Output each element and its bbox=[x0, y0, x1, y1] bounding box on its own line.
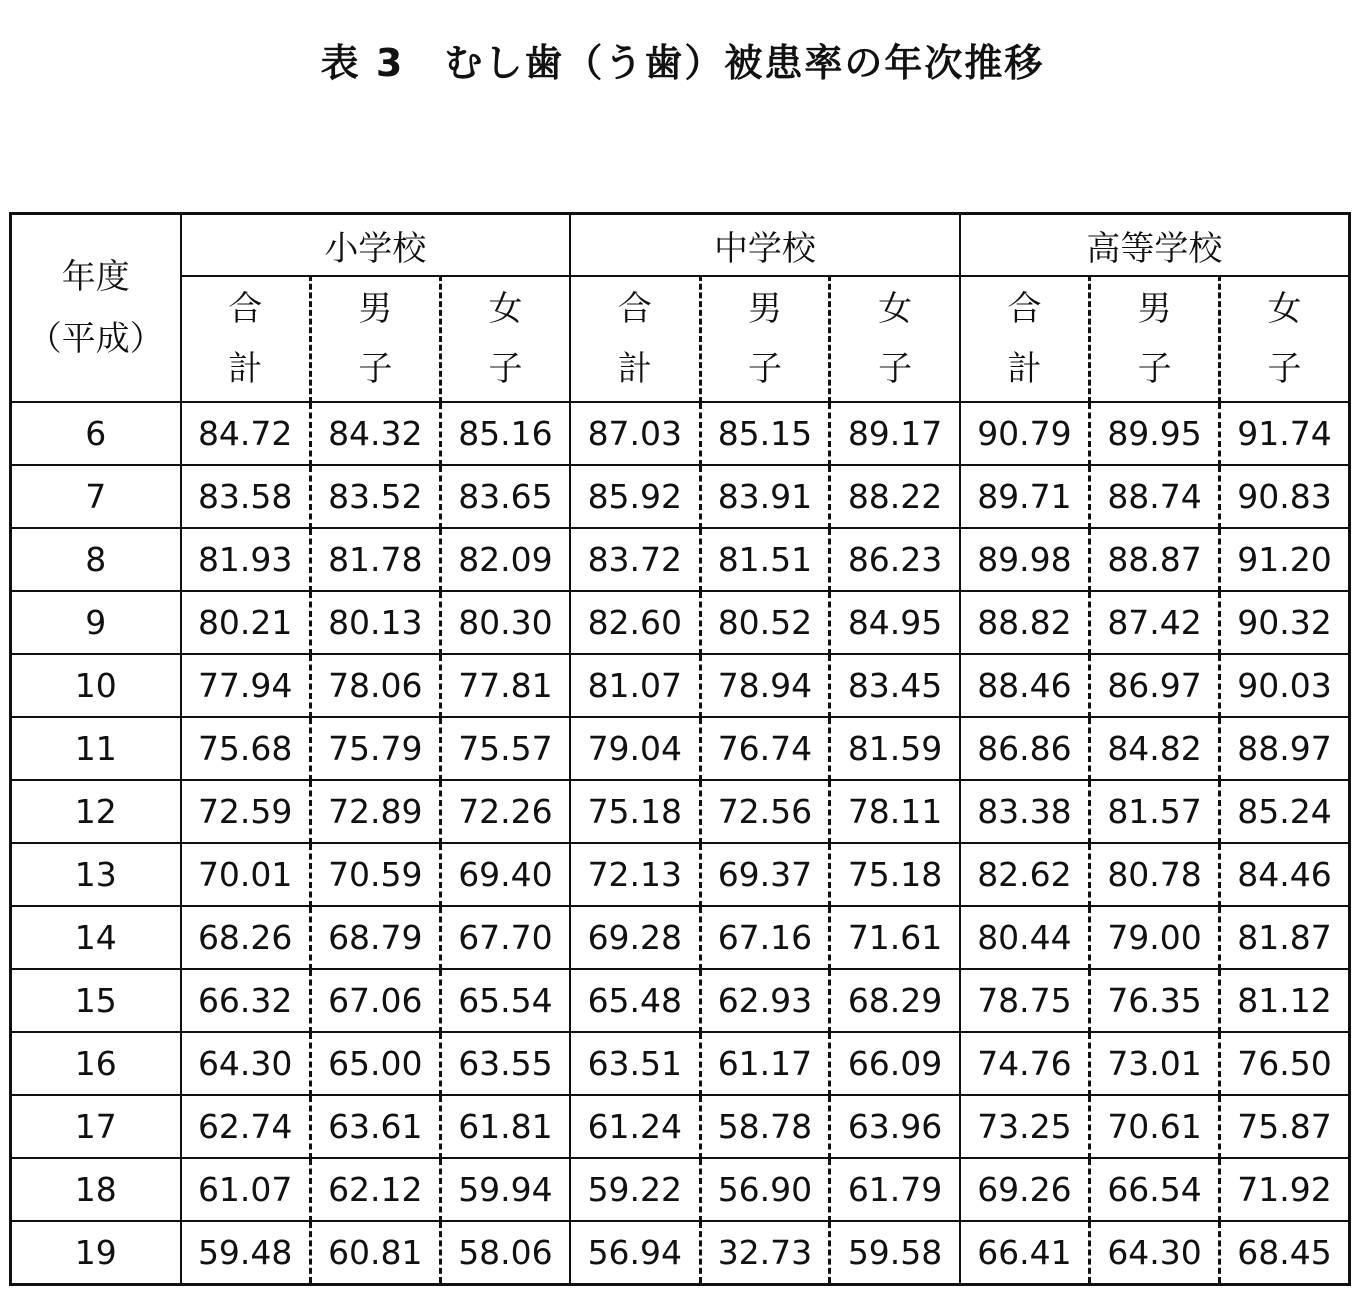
value-cell: 80.13 bbox=[310, 591, 440, 654]
value-cell: 63.51 bbox=[570, 1032, 700, 1095]
value-cell: 71.61 bbox=[830, 906, 960, 969]
value-cell: 82.60 bbox=[570, 591, 700, 654]
table-row bbox=[11, 780, 1350, 843]
value-cell: 83.52 bbox=[310, 465, 440, 528]
value-cell: 80.78 bbox=[1090, 843, 1220, 906]
value-cell: 58.06 bbox=[440, 1221, 570, 1285]
value-cell: 78.06 bbox=[310, 654, 440, 717]
value-cell: 84.32 bbox=[310, 402, 440, 465]
value-cell: 62.12 bbox=[310, 1158, 440, 1221]
value-cell: 62.93 bbox=[700, 969, 830, 1032]
value-cell: 68.26 bbox=[181, 906, 311, 969]
year-cell: 18 bbox=[11, 1158, 181, 1221]
value-cell: 69.40 bbox=[440, 843, 570, 906]
table-row bbox=[11, 717, 1350, 780]
subheader-total-line2: 計 bbox=[1007, 349, 1042, 389]
subheader-male bbox=[1090, 276, 1220, 402]
value-cell: 72.59 bbox=[181, 780, 311, 843]
value-cell: 88.74 bbox=[1090, 465, 1220, 528]
value-cell: 64.30 bbox=[1090, 1221, 1220, 1285]
value-cell: 90.32 bbox=[1220, 591, 1350, 654]
value-cell: 59.22 bbox=[570, 1158, 700, 1221]
subheader-total-line1: 合 bbox=[228, 289, 263, 329]
value-cell: 63.61 bbox=[310, 1095, 440, 1158]
subheader-female bbox=[440, 276, 570, 402]
value-cell: 89.71 bbox=[960, 465, 1090, 528]
subheader-female bbox=[830, 276, 960, 402]
subheader-female-line2: 子 bbox=[878, 349, 913, 389]
subheader-male bbox=[700, 276, 830, 402]
value-cell: 75.18 bbox=[830, 843, 960, 906]
value-cell: 82.62 bbox=[960, 843, 1090, 906]
value-cell: 85.15 bbox=[700, 402, 830, 465]
value-cell: 83.72 bbox=[570, 528, 700, 591]
year-header-line2: （平成） bbox=[27, 319, 164, 359]
value-cell: 65.00 bbox=[310, 1032, 440, 1095]
value-cell: 56.90 bbox=[700, 1158, 830, 1221]
group-header-elementary: 小学校 bbox=[181, 214, 571, 277]
table-row bbox=[11, 906, 1350, 969]
subheader-male-line1: 男 bbox=[747, 289, 782, 329]
value-cell: 80.52 bbox=[700, 591, 830, 654]
value-cell: 76.50 bbox=[1220, 1032, 1350, 1095]
subheader-male-line2: 子 bbox=[358, 349, 393, 389]
value-cell: 88.87 bbox=[1090, 528, 1220, 591]
value-cell: 86.86 bbox=[960, 717, 1090, 780]
value-cell: 60.81 bbox=[310, 1221, 440, 1285]
table-row bbox=[11, 1158, 1350, 1221]
value-cell: 86.23 bbox=[830, 528, 960, 591]
value-cell: 81.93 bbox=[181, 528, 311, 591]
year-cell: 15 bbox=[11, 969, 181, 1032]
value-cell: 85.16 bbox=[440, 402, 570, 465]
value-cell: 84.82 bbox=[1090, 717, 1220, 780]
year-column-header bbox=[11, 214, 181, 403]
value-cell: 76.74 bbox=[700, 717, 830, 780]
table-row bbox=[11, 591, 1350, 654]
value-cell: 79.04 bbox=[570, 717, 700, 780]
subheader-female-line1: 女 bbox=[1267, 289, 1302, 329]
subheader-total bbox=[570, 276, 700, 402]
table-row bbox=[11, 1032, 1350, 1095]
value-cell: 69.37 bbox=[700, 843, 830, 906]
value-cell: 66.41 bbox=[960, 1221, 1090, 1285]
value-cell: 73.01 bbox=[1090, 1032, 1220, 1095]
subheader-total-line2: 計 bbox=[617, 349, 652, 389]
value-cell: 58.78 bbox=[700, 1095, 830, 1158]
value-cell: 81.87 bbox=[1220, 906, 1350, 969]
year-cell: 12 bbox=[11, 780, 181, 843]
value-cell: 62.74 bbox=[181, 1095, 311, 1158]
value-cell: 89.95 bbox=[1090, 402, 1220, 465]
value-cell: 75.87 bbox=[1220, 1095, 1350, 1158]
value-cell: 89.17 bbox=[830, 402, 960, 465]
value-cell: 70.59 bbox=[310, 843, 440, 906]
subheader-male bbox=[310, 276, 440, 402]
value-cell: 66.32 bbox=[181, 969, 311, 1032]
subheader-male-line1: 男 bbox=[358, 289, 393, 329]
value-cell: 90.83 bbox=[1220, 465, 1350, 528]
value-cell: 59.94 bbox=[440, 1158, 570, 1221]
subheader-female bbox=[1220, 276, 1350, 402]
value-cell: 83.65 bbox=[440, 465, 570, 528]
value-cell: 77.81 bbox=[440, 654, 570, 717]
value-cell: 56.94 bbox=[570, 1221, 700, 1285]
subheader-total-line1: 合 bbox=[617, 289, 652, 329]
value-cell: 61.07 bbox=[181, 1158, 311, 1221]
value-cell: 83.91 bbox=[700, 465, 830, 528]
value-cell: 75.57 bbox=[440, 717, 570, 780]
value-cell: 75.79 bbox=[310, 717, 440, 780]
value-cell: 67.70 bbox=[440, 906, 570, 969]
value-cell: 59.48 bbox=[181, 1221, 311, 1285]
table-row bbox=[11, 528, 1350, 591]
value-cell: 78.94 bbox=[700, 654, 830, 717]
value-cell: 81.57 bbox=[1090, 780, 1220, 843]
table-row bbox=[11, 465, 1350, 528]
value-cell: 87.42 bbox=[1090, 591, 1220, 654]
value-cell: 64.30 bbox=[181, 1032, 311, 1095]
year-cell: 6 bbox=[11, 402, 181, 465]
value-cell: 69.28 bbox=[570, 906, 700, 969]
value-cell: 69.26 bbox=[960, 1158, 1090, 1221]
value-cell: 81.78 bbox=[310, 528, 440, 591]
value-cell: 91.74 bbox=[1220, 402, 1350, 465]
subheader-male-line2: 子 bbox=[1137, 349, 1172, 389]
subheader-total-line1: 合 bbox=[1007, 289, 1042, 329]
year-cell: 9 bbox=[11, 591, 181, 654]
value-cell: 84.72 bbox=[181, 402, 311, 465]
subheader-total bbox=[960, 276, 1090, 402]
table-row bbox=[11, 843, 1350, 906]
value-cell: 63.55 bbox=[440, 1032, 570, 1095]
value-cell: 80.44 bbox=[960, 906, 1090, 969]
value-cell: 59.58 bbox=[830, 1221, 960, 1285]
value-cell: 32.73 bbox=[700, 1221, 830, 1285]
value-cell: 76.35 bbox=[1090, 969, 1220, 1032]
value-cell: 67.16 bbox=[700, 906, 830, 969]
value-cell: 90.03 bbox=[1220, 654, 1350, 717]
value-cell: 75.18 bbox=[570, 780, 700, 843]
value-cell: 85.24 bbox=[1220, 780, 1350, 843]
value-cell: 75.68 bbox=[181, 717, 311, 780]
value-cell: 81.59 bbox=[830, 717, 960, 780]
table-body bbox=[11, 402, 1350, 1285]
value-cell: 68.45 bbox=[1220, 1221, 1350, 1285]
subheader-female-line1: 女 bbox=[878, 289, 913, 329]
value-cell: 65.48 bbox=[570, 969, 700, 1032]
value-cell: 88.82 bbox=[960, 591, 1090, 654]
value-cell: 65.54 bbox=[440, 969, 570, 1032]
value-cell: 71.92 bbox=[1220, 1158, 1350, 1221]
value-cell: 83.58 bbox=[181, 465, 311, 528]
value-cell: 72.26 bbox=[440, 780, 570, 843]
year-cell: 19 bbox=[11, 1221, 181, 1285]
value-cell: 72.56 bbox=[700, 780, 830, 843]
caries-rate-table bbox=[9, 212, 1351, 1286]
value-cell: 88.46 bbox=[960, 654, 1090, 717]
value-cell: 83.45 bbox=[830, 654, 960, 717]
value-cell: 89.98 bbox=[960, 528, 1090, 591]
value-cell: 61.17 bbox=[700, 1032, 830, 1095]
year-header-line1: 年度 bbox=[61, 257, 130, 297]
value-cell: 61.81 bbox=[440, 1095, 570, 1158]
group-header-junior-high: 中学校 bbox=[570, 214, 960, 277]
year-cell: 13 bbox=[11, 843, 181, 906]
value-cell: 87.03 bbox=[570, 402, 700, 465]
table-row bbox=[11, 1095, 1350, 1158]
value-cell: 61.24 bbox=[570, 1095, 700, 1158]
value-cell: 82.09 bbox=[440, 528, 570, 591]
year-cell: 11 bbox=[11, 717, 181, 780]
page-title: 表 3 むし歯（う歯）被患率の年次推移 bbox=[320, 41, 1045, 85]
subheader-female-line2: 子 bbox=[488, 349, 523, 389]
value-cell: 68.79 bbox=[310, 906, 440, 969]
subheader-total-line2: 計 bbox=[228, 349, 263, 389]
value-cell: 66.54 bbox=[1090, 1158, 1220, 1221]
value-cell: 91.20 bbox=[1220, 528, 1350, 591]
year-cell: 7 bbox=[11, 465, 181, 528]
subheader-female-line2: 子 bbox=[1267, 349, 1302, 389]
value-cell: 78.11 bbox=[830, 780, 960, 843]
value-cell: 79.00 bbox=[1090, 906, 1220, 969]
year-cell: 10 bbox=[11, 654, 181, 717]
table-row bbox=[11, 969, 1350, 1032]
table-row bbox=[11, 402, 1350, 465]
value-cell: 72.89 bbox=[310, 780, 440, 843]
value-cell: 73.25 bbox=[960, 1095, 1090, 1158]
subheader-female-line1: 女 bbox=[488, 289, 523, 329]
value-cell: 77.94 bbox=[181, 654, 311, 717]
value-cell: 84.95 bbox=[830, 591, 960, 654]
value-cell: 70.01 bbox=[181, 843, 311, 906]
group-header-high-school: 高等学校 bbox=[960, 214, 1350, 277]
value-cell: 90.79 bbox=[960, 402, 1090, 465]
table-row bbox=[11, 654, 1350, 717]
value-cell: 63.96 bbox=[830, 1095, 960, 1158]
value-cell: 86.97 bbox=[1090, 654, 1220, 717]
value-cell: 72.13 bbox=[570, 843, 700, 906]
year-cell: 8 bbox=[11, 528, 181, 591]
value-cell: 80.21 bbox=[181, 591, 311, 654]
value-cell: 81.12 bbox=[1220, 969, 1350, 1032]
value-cell: 68.29 bbox=[830, 969, 960, 1032]
value-cell: 81.07 bbox=[570, 654, 700, 717]
value-cell: 78.75 bbox=[960, 969, 1090, 1032]
year-cell: 14 bbox=[11, 906, 181, 969]
value-cell: 80.30 bbox=[440, 591, 570, 654]
value-cell: 67.06 bbox=[310, 969, 440, 1032]
value-cell: 74.76 bbox=[960, 1032, 1090, 1095]
value-cell: 66.09 bbox=[830, 1032, 960, 1095]
value-cell: 88.97 bbox=[1220, 717, 1350, 780]
value-cell: 70.61 bbox=[1090, 1095, 1220, 1158]
subheader-male-line1: 男 bbox=[1137, 289, 1172, 329]
table-row bbox=[11, 1221, 1350, 1285]
value-cell: 84.46 bbox=[1220, 843, 1350, 906]
subheader-total bbox=[181, 276, 311, 402]
subheader-male-line2: 子 bbox=[747, 349, 782, 389]
year-cell: 17 bbox=[11, 1095, 181, 1158]
value-cell: 81.51 bbox=[700, 528, 830, 591]
value-cell: 61.79 bbox=[830, 1158, 960, 1221]
value-cell: 85.92 bbox=[570, 465, 700, 528]
year-cell: 16 bbox=[11, 1032, 181, 1095]
value-cell: 83.38 bbox=[960, 780, 1090, 843]
value-cell: 88.22 bbox=[830, 465, 960, 528]
